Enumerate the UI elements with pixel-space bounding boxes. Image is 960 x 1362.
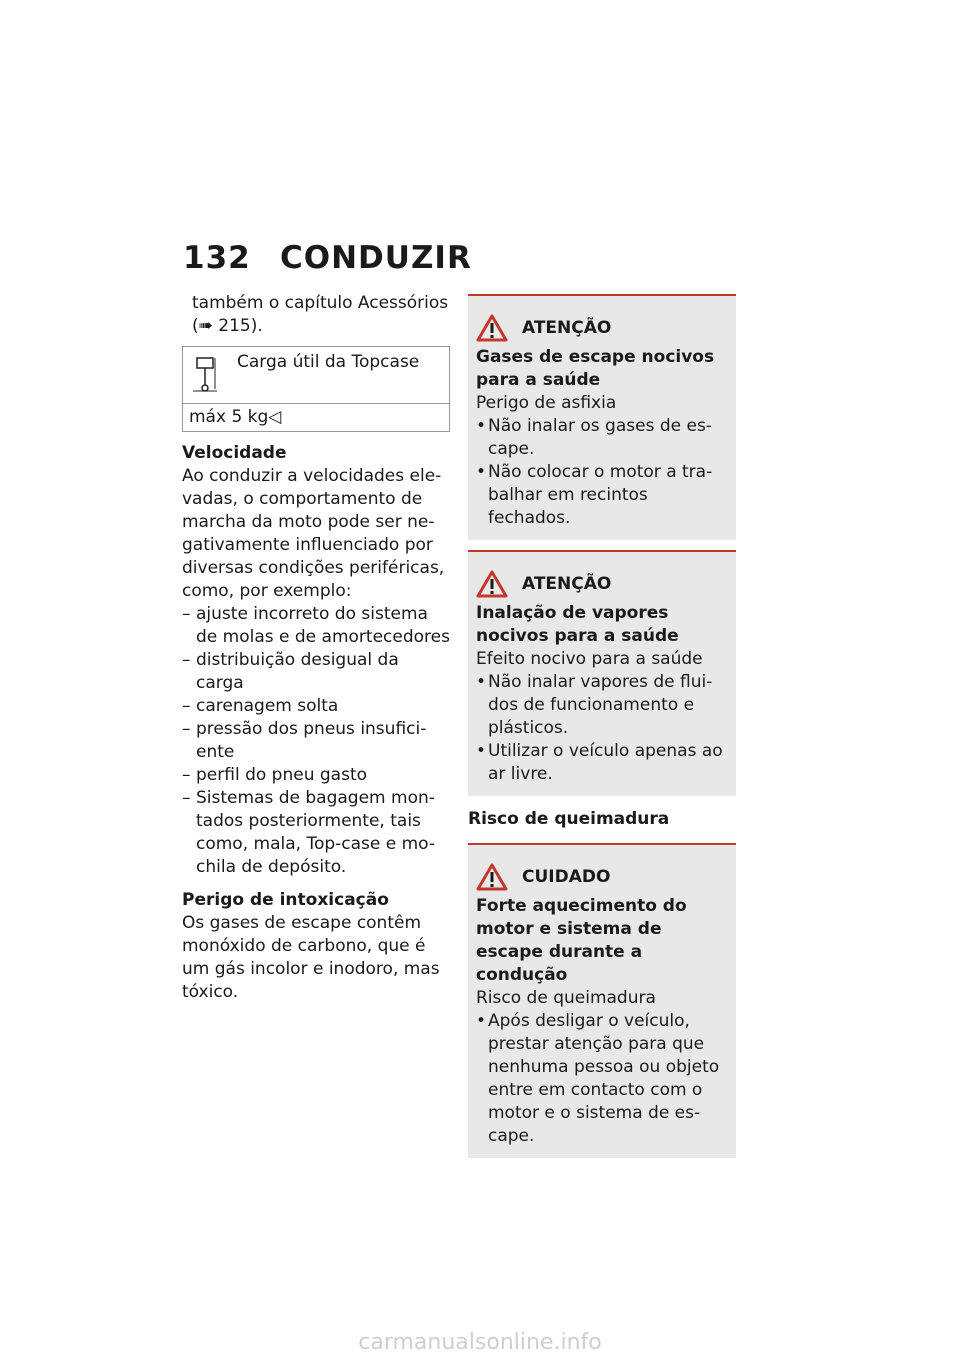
bullet-item: • Não inalar vapores de flui-dos de funcionamento e plásticos. <box>476 671 728 740</box>
intro-line-2: (➠ 215). <box>192 316 263 336</box>
list-item: – distribuição desigual da carga <box>182 649 450 695</box>
warning-box-vapors <box>468 550 736 796</box>
caution-box-burn <box>468 843 736 1158</box>
warning-subtitle: Risco de queimadura <box>476 988 656 1008</box>
intro-line-1: também o capítulo Acessórios <box>192 293 449 313</box>
bullet-item: • Não inalar os gases de es-cape. <box>476 415 728 461</box>
page-title: CONDUZIR <box>280 240 472 276</box>
load-label: Carga útil da Topcase <box>237 352 420 372</box>
warning-triangle-icon <box>476 314 508 342</box>
footer-watermark: carmanualsonline.info <box>358 1330 602 1355</box>
list-item: – carenagem solta <box>182 695 450 718</box>
velocidade-heading: Velocidade <box>182 443 287 463</box>
page-header <box>183 240 472 276</box>
bullet-item: • Utilizar o veículo apenas ao ar livre. <box>476 740 728 786</box>
bullet-item: • Após desligar o veículo, prestar atenção para que nenhuma pessoa ou objeto entre em contacto com o motor e o sistema de es-cape. <box>476 1010 728 1148</box>
cross-reference-text: 215). <box>218 316 263 336</box>
left-column <box>182 292 450 1004</box>
load-value: máx 5 kg◁ <box>189 407 282 427</box>
signal-word: ATENÇÃO <box>522 573 612 594</box>
load-table <box>182 346 450 432</box>
right-column <box>468 294 736 1158</box>
perigo-heading: Perigo de intoxicação <box>182 890 389 910</box>
warning-subtitle: Efeito nocivo para a saúde <box>476 649 703 669</box>
warning-triangle-icon <box>476 570 508 598</box>
warning-triangle-icon <box>476 863 508 891</box>
cross-reference-arrow-icon: ➠ <box>198 316 213 336</box>
signal-word: CUIDADO <box>522 866 611 887</box>
list-item: – Sistemas de bagagem mon-tados posteriormente, tais como, mala, Top-case e mo-chila de depósito. <box>182 787 450 879</box>
warning-title: Forte aquecimento do motor e sistema de escape durante a condução <box>476 896 687 985</box>
bullet-item: • Não colocar o motor a tra-balhar em recintos fechados. <box>476 461 728 530</box>
list-item: – perfil do pneu gasto <box>182 764 450 787</box>
risco-heading: Risco de queimadura <box>468 809 670 829</box>
signal-word: ATENÇÃO <box>522 317 612 338</box>
warning-title: Gases de escape nocivos para a saúde <box>476 347 715 390</box>
list-item: – ajuste incorreto do sistema de molas e de amortecedores <box>182 603 450 649</box>
warning-subtitle: Perigo de asfixia <box>476 393 617 413</box>
topcase-weight-icon <box>183 347 237 403</box>
page-number: 132 <box>183 240 251 276</box>
perigo-text: Os gases de escape contêm monóxido de carbono, que é um gás incolor e inodoro, mas tóxico. <box>182 913 440 1002</box>
warning-box-exhaust <box>468 294 736 540</box>
list-item: – pressão dos pneus insufici-ente <box>182 718 450 764</box>
warning-title: Inalação de vapores nocivos para a saúde <box>476 603 679 646</box>
velocidade-text: Ao conduzir a velocidades ele-vadas, o comportamento de marcha da moto pode ser ne-gativamente influenciado por diversas condições periféricas, como, por exemplo: <box>182 466 445 601</box>
